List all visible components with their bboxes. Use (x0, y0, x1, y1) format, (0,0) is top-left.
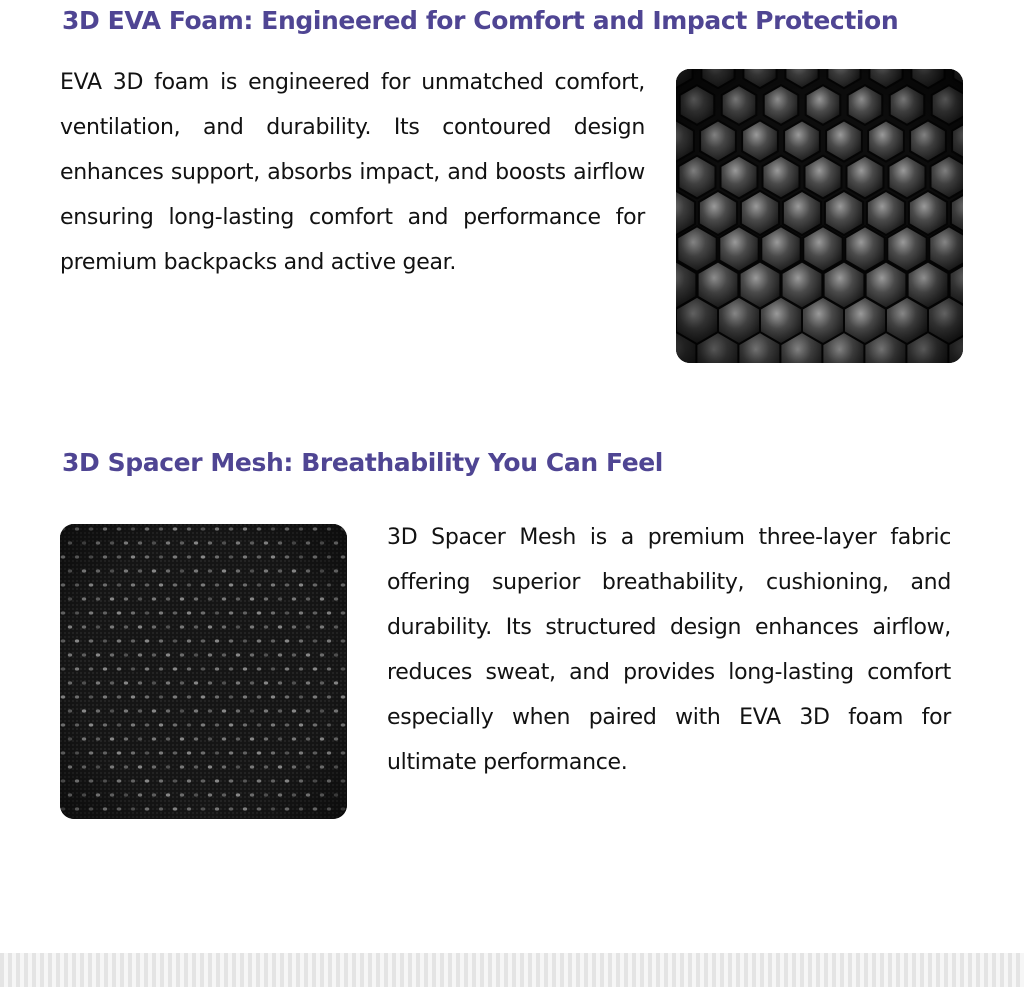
eva-foam-description: EVA 3D foam is engineered for unmatched comfort, ventilation, and durability. Its contoured design enhances support, absorbs impact, and boosts airflow ensuring long-lasting comfort and performance for premium backpacks and active gear. (60, 70, 645, 275)
spacer-mesh-heading: 3D Spacer Mesh: Breathability You Can Feel (62, 448, 663, 477)
eva-foam-photo (676, 69, 963, 363)
spacer-mesh-texture-icon (60, 524, 347, 819)
spacer-mesh-description: 3D Spacer Mesh is a premium three-layer fabric offering superior breathability, cushioning, and durability. Its structured design enhances airflow, reduces sweat, and provides long-lasting comfort especially when paired with EVA 3D foam for ultimate performance. (387, 525, 951, 775)
eva-foam-texture-icon (676, 69, 963, 363)
eva-foam-heading: 3D EVA Foam: Engineered for Comfort and Impact Protection (62, 6, 899, 35)
spacer-mesh-photo (60, 524, 347, 819)
decorative-footer-band (0, 953, 1024, 987)
